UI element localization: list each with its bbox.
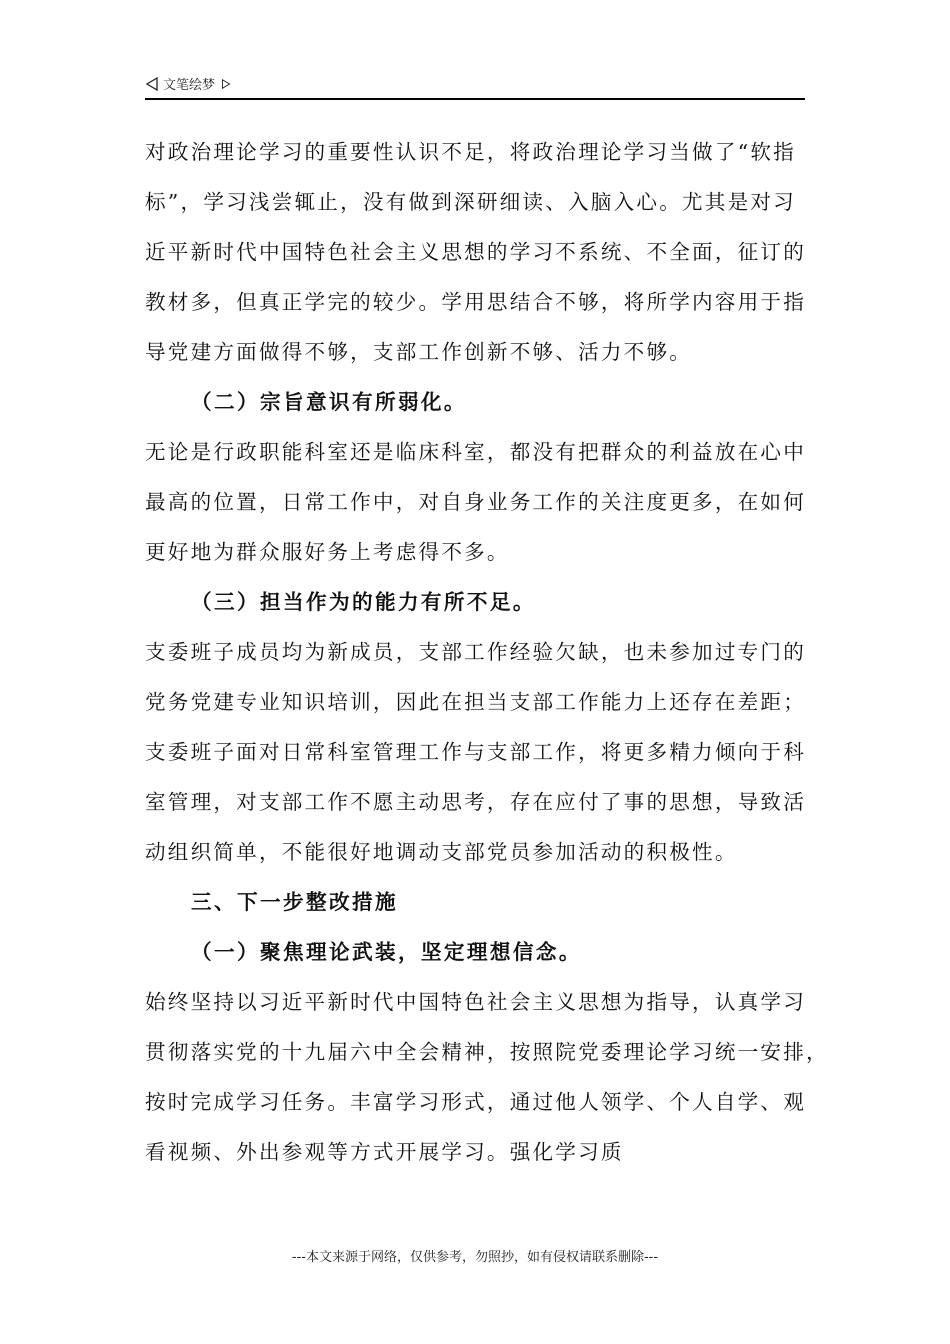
page-header — [145, 72, 805, 100]
body-line: 动组织简单，不能很好地调动支部党员参加活动的积极性。 — [145, 840, 738, 864]
body-line: 导党建方面做得不够，支部工作创新不够、活力不够。 — [145, 340, 693, 364]
body-line: 看视频、外出参观等方式开展学习。强化学习质 — [145, 1140, 624, 1164]
body-line: 无论是行政职能科室还是临床科室，都没有把群众的利益放在心中 — [145, 440, 807, 464]
body-line: 室管理，对支部工作不愿主动思考，存在应付了事的思想，导致活 — [145, 790, 807, 814]
body-line: 支委班子面对日常科室管理工作与支部工作，将更多精力倾向于科 — [145, 740, 807, 764]
body-line: 近平新时代中国特色社会主义思想的学习不系统、不全面，征订的 — [145, 240, 807, 264]
header-brand — [145, 74, 231, 93]
triangle-right-icon — [221, 79, 231, 89]
body-line: 教材多，但真正学完的较少。学用思结合不够，将所学内容用于指 — [145, 290, 807, 314]
body-line: 始终坚持以习近平新时代中国特色社会主义思想为指导，认真学习 — [145, 990, 807, 1014]
section-heading: 三、下一步整改措施 — [191, 890, 398, 914]
document-body — [145, 127, 829, 1177]
body-line: 党务党建专业知识培训，因此在担当支部工作能力上还存在差距； — [145, 690, 807, 714]
subsection-heading: （二）宗旨意识有所弱化。 — [191, 390, 467, 414]
triangle-left-icon — [145, 77, 159, 91]
footer-disclaimer: ---本文来源于网络，仅供参考，勿照抄，如有侵权请联系删除--- — [291, 1250, 659, 1265]
subsection-heading: （一）聚焦理论武装，坚定理想信念。 — [191, 940, 582, 964]
body-line: 贯彻落实党的十九届六中全会精神，按照院党委理论学习统一安排， — [145, 1040, 829, 1064]
body-line: 支委班子成员均为新成员，支部工作经验欠缺，也未参加过专门的 — [145, 640, 807, 664]
body-line: 更好地为群众服好务上考虑得不多。 — [145, 540, 510, 564]
body-line: 标”，学习浅尝辄止，没有做到深研细读、入脑入心。尤其是对习 — [145, 190, 796, 214]
body-line: 按时完成学习任务。丰富学习形式，通过他人领学、个人自学、观 — [145, 1090, 807, 1114]
body-line: 最高的位置，日常工作中，对自身业务工作的关注度更多，在如何 — [145, 490, 807, 514]
body-line: 对政治理论学习的重要性认识不足，将政治理论学习当做了“软指 — [145, 140, 796, 164]
brand-text: 文笔绘梦 — [163, 78, 216, 93]
subsection-heading: （三）担当作为的能力有所不足。 — [191, 590, 536, 614]
